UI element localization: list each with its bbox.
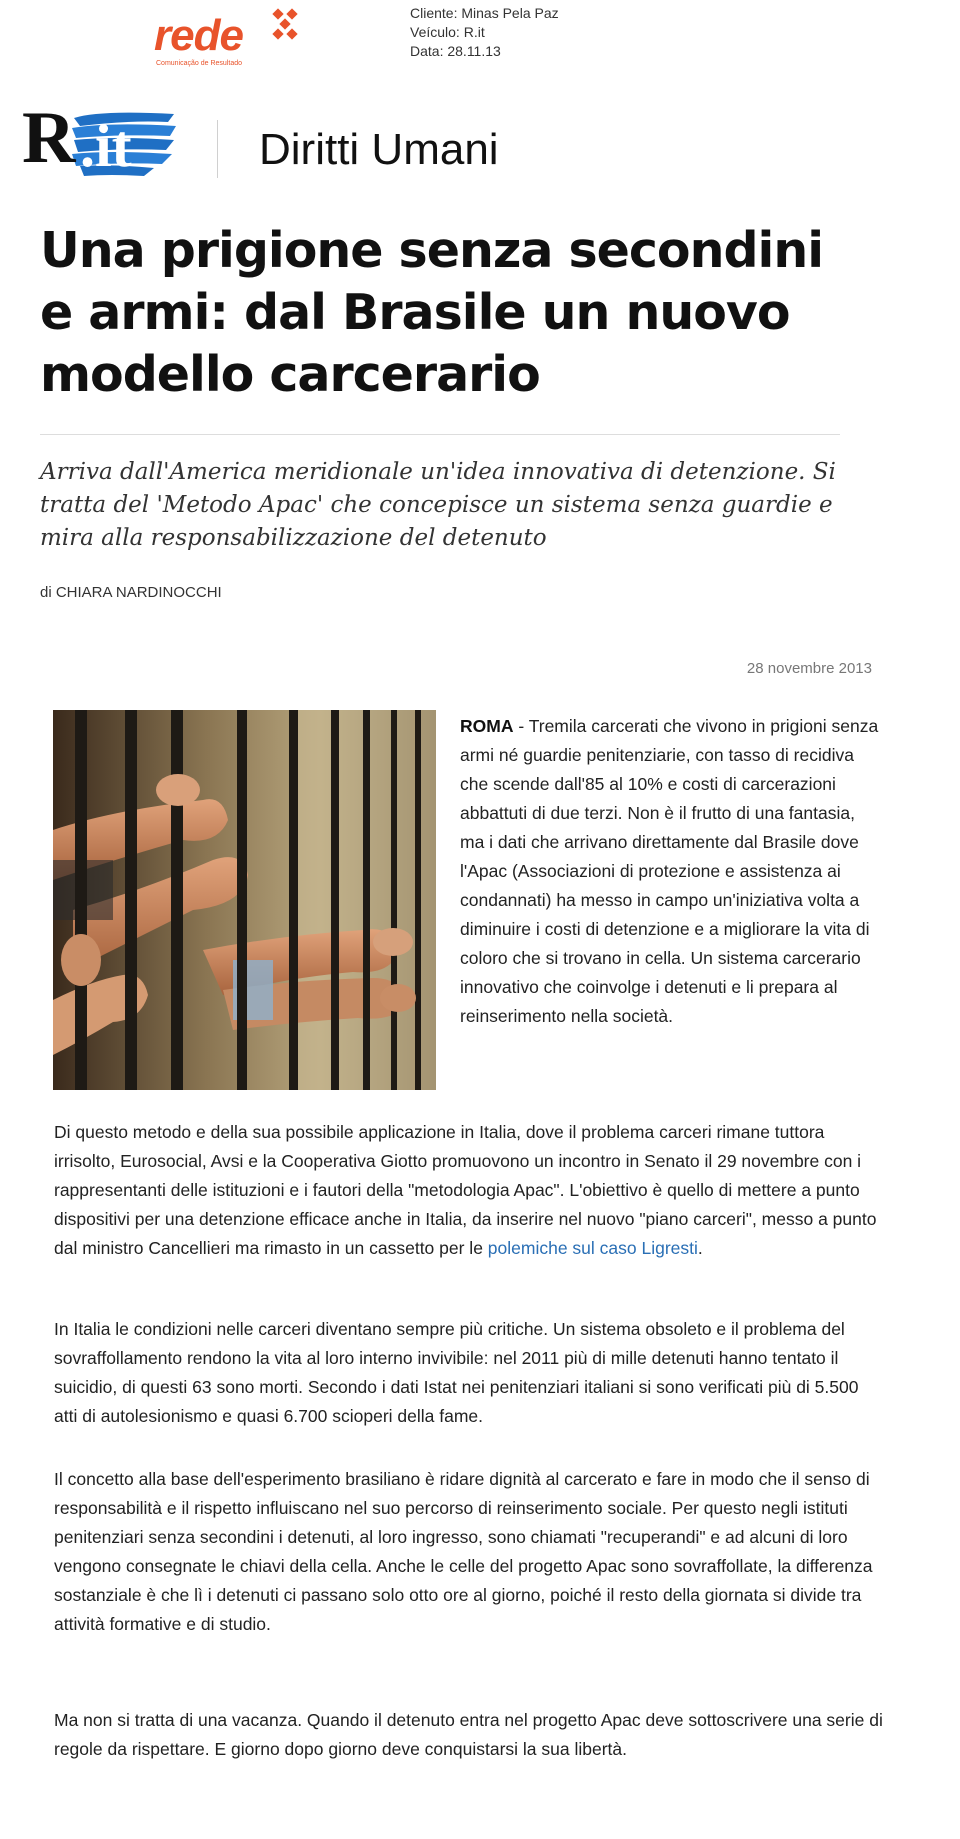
rede-logo-mark: [264, 8, 304, 42]
article-paragraph-3: Il concetto alla base dell'esperimento brasiliano è ridare dignità al carcerato e fare in modo che il senso di responsabilità e il rispetto influiscano nel suo percorso di reinserimento sociale. Per questo negli istituti penitenziari senza secondini i detenuti, al loro ingresso, sono chiamati "recuperandi" e ad alcuni di loro vengono consegnate le chiavi della cella. Anche le celle del progetto Apac sono sovraffollate, la differenza sostanziale è che lì i detenuti ci passano solo otto ore al giorno, poiché il resto della giornata si divide tra attività formative e di studio.: [54, 1469, 873, 1634]
headline-divider: [40, 434, 840, 435]
article-headline: Una prigione senza secondini e armi: dal Brasile un nuovo modello carcerario: [40, 222, 824, 403]
lead-place: ROMA: [460, 716, 514, 736]
rede-logo-tagline: Comunicação de Resultado: [156, 60, 242, 67]
article-paragraph-4: Ma non si tratta di una vacanza. Quando il detenuto entra nel progetto Apac deve sottoscrivere una serie di regole da rispettare. E giorno dopo giorno deve conquistarsi la sua libertà.: [54, 1710, 883, 1759]
article-byline: di CHIARA NARDINOCCHI: [40, 584, 222, 601]
lead-text: - Tremila carcerati che vivono in prigioni senza armi né guardie penitenziarie, con tasso di recidiva che scende dall'85 al 10% e costi di carcerazioni abbattuti di due terzi. Non è il frutto di una fantasia, ma i dati che arrivano direttamente dal Brasile dove l'Apac (Associazioni di protezione e assistenza ai condannati) ha messo in campo un'iniziativa volta a diminuire i costi di detenzione e a migliorare la vita di coloro che si trovano in cella. Un sistema carcerario innovativo che coinvolge i detenuti e li prepara al reinserimento nella società.: [460, 716, 879, 1026]
clipping-vehicle: Veículo: R.it: [410, 24, 485, 40]
article-paragraph-2: In Italia le condizioni nelle carceri diventano sempre più critiche. Un sistema obsoleto e il problema del sovraffollamento rendono la vita al loro interno invivibile: nel 2011 più di mille detenuti hanno tentato il suicidio, di questi 63 sono morti. Secondo i dati Istat nei penitenziari italiani si sono verificati più di 5.500 atti di autolesionismo e quasi 6.700 scioperi della fame.: [54, 1319, 859, 1426]
article-photo: [53, 710, 436, 1090]
prison-bars-image: [53, 710, 436, 1090]
ligresti-link[interactable]: polemiche sul caso Ligresti: [487, 1238, 698, 1258]
paragraph-1-end: .: [697, 1238, 703, 1258]
rit-logo[interactable]: [22, 96, 182, 196]
clipping-date: Data: 28.11.13: [410, 43, 501, 59]
rit-logo-it: .it: [80, 113, 132, 179]
clipping-meta: [410, 4, 559, 61]
rede-logo: [154, 8, 304, 70]
masthead: [22, 96, 922, 196]
paragraph-1-text: Di questo metodo e della sua possibile applicazione in Italia, dove il problema carceri rimane tuttora irrisolto, Eurosocial, Avsi e la Cooperativa Giotto promuovono un incontro in Senato il 29 novembre con i rappresentanti delle istituzioni e i fautori della "metodologia Apac". L'obiettivo è quello di mettere a punto dispositivi per una detenzione efficace anche in Italia, da inserire nel nuovo "piano carceri", messo a punto dal ministro Cancellieri ma rimasto in un cassetto per le: [54, 1122, 877, 1258]
clipping-client: Cliente: Minas Pela Paz: [410, 5, 559, 21]
rit-logo-r: R: [22, 97, 76, 179]
rede-logo-text: rede: [154, 11, 243, 60]
article-subtitle: Arriva dall'America meridionale un'idea innovativa di detenzione. Si tratta del 'Metodo Apac' che concepisce un sistema senza guardie e mira alla responsabilizzazione del detenuto: [40, 459, 836, 551]
masthead-divider: [217, 120, 218, 178]
article-lead: [460, 712, 880, 1031]
article-date: 28 novembre 2013: [746, 660, 872, 677]
section-title[interactable]: Diritti Umani: [259, 125, 499, 174]
article-paragraph-1: [54, 1118, 884, 1263]
